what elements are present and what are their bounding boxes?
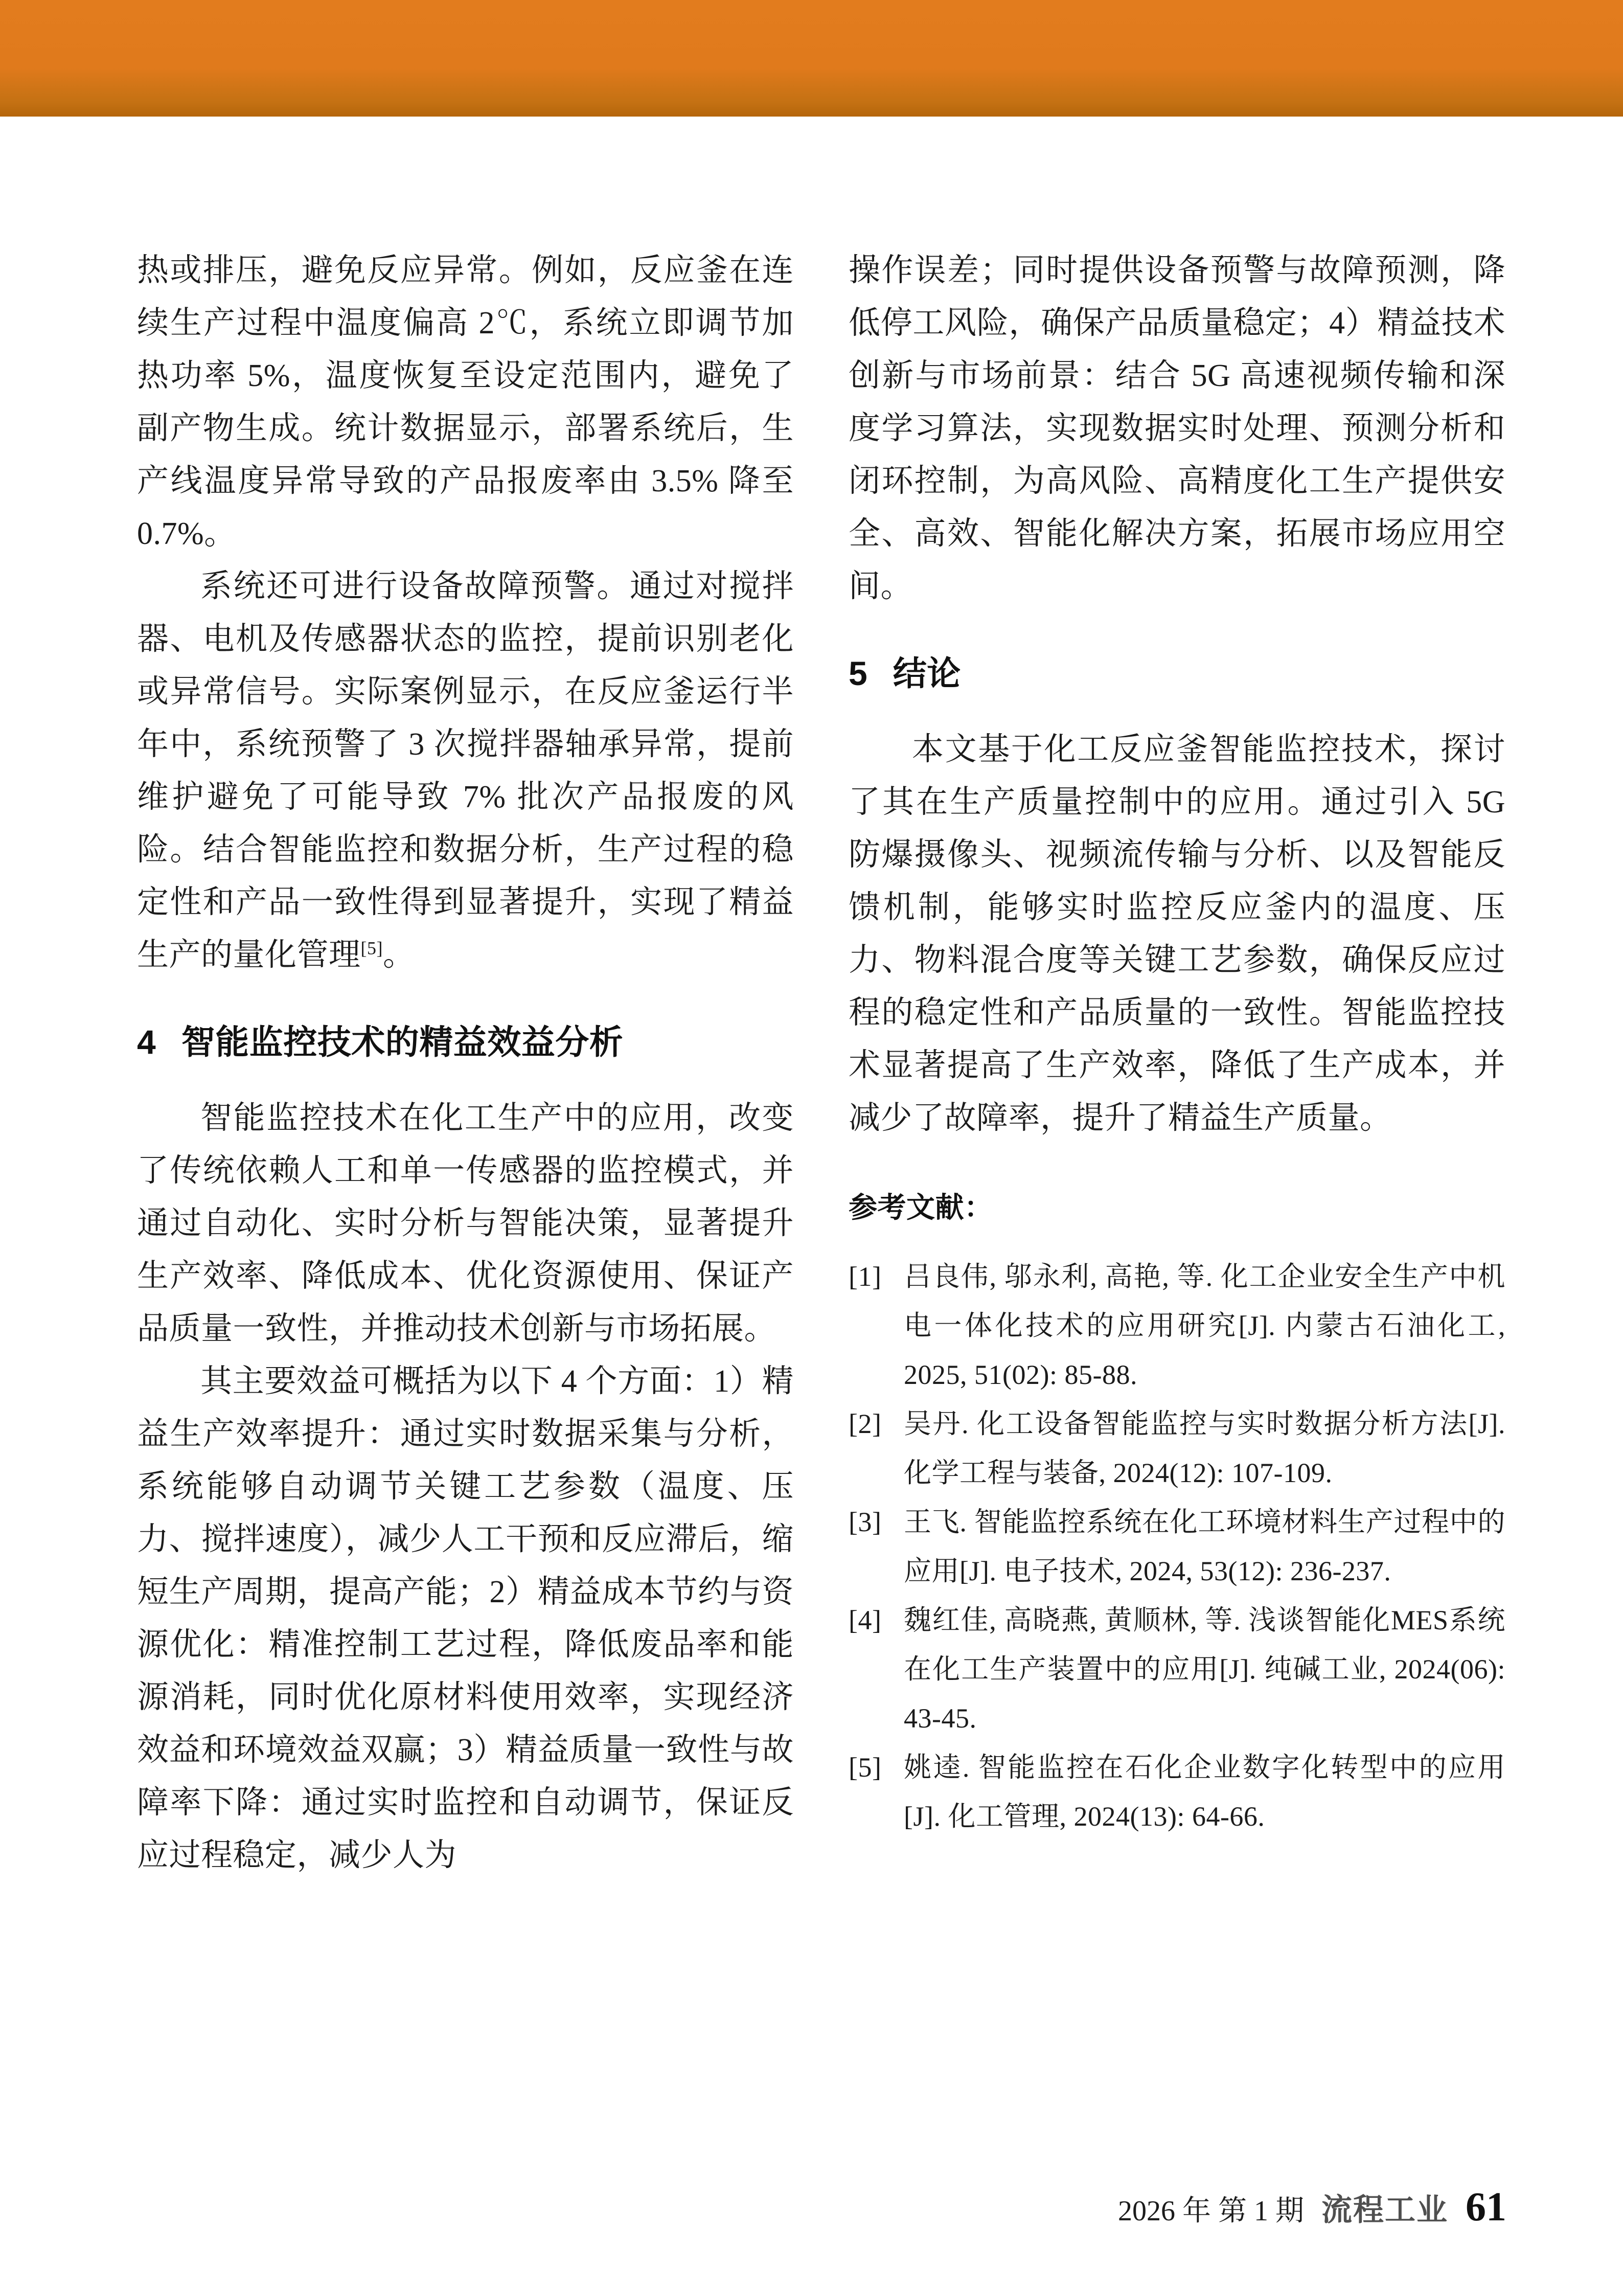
reference-item <box>849 1596 1505 1743</box>
reference-number: [2] <box>849 1408 882 1439</box>
section-4-number: 4 <box>137 1023 156 1061</box>
reference-text: 魏红佳, 高晓燕, 黄顺林, 等. 浅谈智能化MES系统在化工生产装置中的应用[J]. 纯碱工业, 2024(06): 43-45. <box>904 1605 1505 1734</box>
paragraph-fault-warning-period: 。 <box>382 938 415 972</box>
citation-superscript: [5] <box>360 938 383 959</box>
page-footer <box>1118 2184 1506 2231</box>
section-5-number: 5 <box>849 654 868 692</box>
footer-issue-info: 2026 年 第 1 期 <box>1118 2195 1304 2227</box>
reference-text: 吕良伟, 邬永利, 高艳, 等. 化工企业安全生产中机电一体化技术的应用研究[J]. 内蒙古石油化工, 2025, 51(02): 85-88. <box>904 1261 1505 1390</box>
reference-item <box>849 1399 1505 1497</box>
top-orange-banner <box>0 0 1623 117</box>
reference-number: [5] <box>849 1752 882 1783</box>
reference-number: [1] <box>849 1261 882 1292</box>
paragraph-temperature-case: 热或排压，避免反应异常。例如，反应釜在连续生产过程中温度偏高 2℃，系统立即调节加热功率 5%，温度恢复至设定范围内，避免了副产物生成。统计数据显示，部署系统后，生产线温度异常导致的产品报废率由 3.5% 降至 0.7%。 <box>137 253 794 551</box>
reference-number: [3] <box>849 1507 882 1537</box>
paragraph-fault-warning-text: 系统还可进行设备故障预警。通过对搅拌器、电机及传感器状态的监控，提前识别老化或异常信号。实际案例显示，在反应釜运行半年中，系统预警了 3 次搅拌器轴承异常，提前维护避免了可能导致 7% 批次产品报废的风险。结合智能监控和数据分析，生产过程的稳定性和产品一致性得到显著提升，实现了精益生产的量化管理 <box>137 569 794 972</box>
paragraph-conclusion: 本文基于化工反应釜智能监控技术，探讨了其在生产质量控制中的应用。通过引入 5G 防爆摄像头、视频流传输与分析、以及智能反馈机制，能够实时监控反应釜内的温度、压力、物料混合度等关键工艺参数，确保反应过程的稳定性和产品质量的一致性。智能监控技术显著提高了生产效率，降低了生产成本，并减少了故障率，提升了精益生产质量。 <box>849 732 1505 1135</box>
reference-text: 王飞. 智能监控系统在化工环境材料生产过程中的应用[J]. 电子技术, 2024, 53(12): 236-237. <box>904 1507 1505 1586</box>
paragraph-benefit-list: 其主要效益可概括为以下 4 个方面：1）精益生产效率提升：通过实时数据采集与分析，系统能够自动调节关键工艺参数（温度、压力、搅拌速度），减少人工干预和反应滞后，缩短生产周期，提高产能；2）精益成本节约与资源优化：精准控制工艺过程，降低废品率和能源消耗，同时优化原材料使用效率，实现经济效益和环境效益双赢；3）精益质量一致性与故障率下降：通过实时监控和自动调节，保证反应过程稳定，减少人为 <box>137 1364 794 1873</box>
reference-item <box>849 1252 1505 1399</box>
reference-number: [4] <box>849 1605 882 1635</box>
reference-text: 姚逵. 智能监控在石化企业数字化转型中的应用[J]. 化工管理, 2024(13): 64-66. <box>904 1752 1505 1832</box>
left-column <box>137 244 794 1882</box>
section-4-title: 智能监控技术的精益效益分析 <box>181 1023 624 1061</box>
paragraph-benefit-list-continuation: 操作误差；同时提供设备预警与故障预测，降低停工风险，确保产品质量稳定；4）精益技术创新与市场前景：结合 5G 高速视频传输和深度学习算法，实现数据实时处理、预测分析和闭环控制，为高风险、高精度化工生产提供安全、高效、智能化解决方案，拓展市场应用空间。 <box>849 253 1505 604</box>
section-5-title: 结论 <box>893 654 961 692</box>
paragraph-benefit-intro: 智能监控技术在化工生产中的应用，改变了传统依赖人工和单一传感器的监控模式，并通过自动化、实时分析与智能决策，显著提升生产效率、降低成本、优化资源使用、保证产品质量一致性，并推动技术创新与市场拓展。 <box>137 1101 794 1346</box>
right-column <box>849 244 1505 1841</box>
footer-page-number: 61 <box>1466 2185 1506 2230</box>
reference-item <box>849 1497 1505 1596</box>
footer-journal-name: 流程工业 <box>1321 2193 1448 2227</box>
reference-text: 吴丹. 化工设备智能监控与实时数据分析方法[J]. 化学工程与装备, 2024(12): 107-109. <box>904 1408 1505 1488</box>
paragraph-fault-warning <box>137 560 794 982</box>
section-heading-4 <box>137 1021 794 1062</box>
reference-item <box>849 1743 1505 1841</box>
reference-list <box>849 1252 1505 1841</box>
references-heading: 参考文献： <box>849 1191 993 1223</box>
section-heading-5 <box>849 653 1505 694</box>
